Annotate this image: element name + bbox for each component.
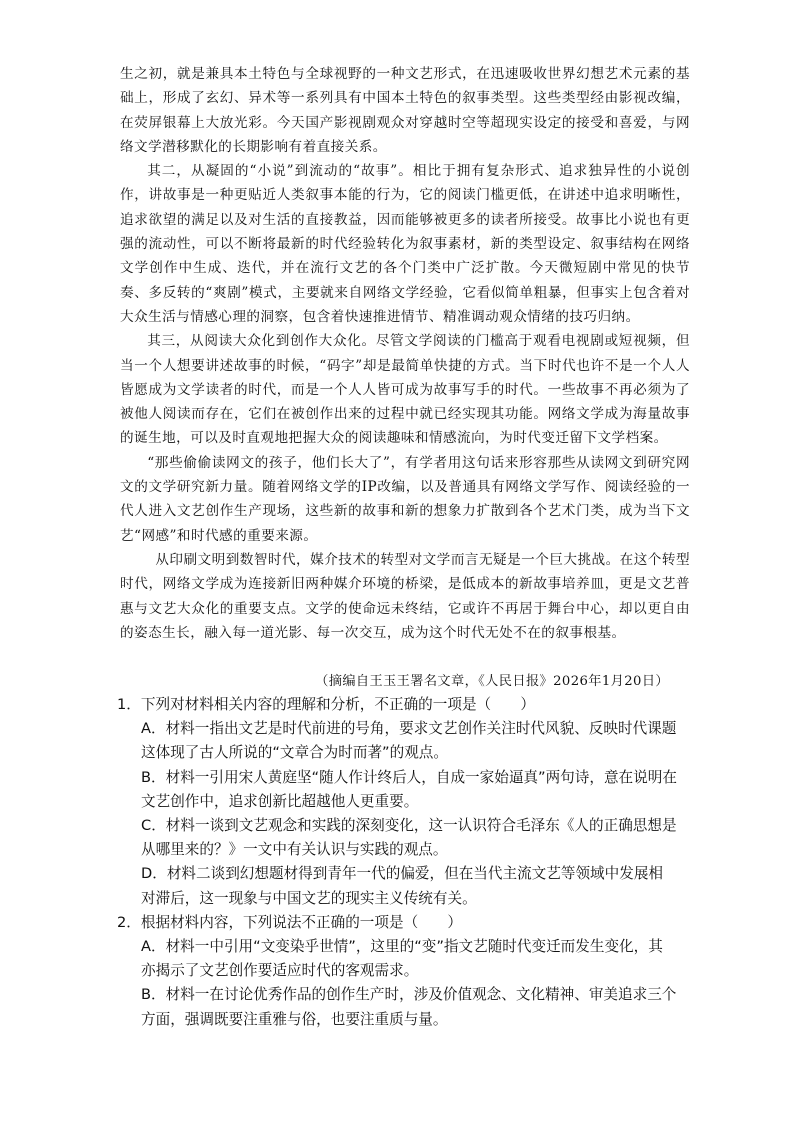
questions — [117, 693, 677, 1032]
passage-paragraph-5: 从印刷文明到数智时代，媒介技术的转型对文学而言无疑是一个巨大挑战。在这个转型时代，网络文学成为连接新旧两种媒介环境的桥梁，是低成本的新故事培养皿，更是文艺普惠与文艺大众化的重要支点。文学的使命远未终结，它或许不再居于舞台中心，却以更自由的姿态生长，融入每一道光影、每一次交互，成为这个时代无处不在的叙事根基。 — [120, 551, 690, 641]
passage-paragraph-2: 其二，从凝固的“小说”到流动的“故事”。相比于拥有复杂形式、追求独异性的小说创作，讲故事是一种更贴近人类叙事本能的行为，它的阅读门槛更低，在讲述中追求明晰性，追求欲望的满足以及对生活的直接教益，因而能够被更多的读者所接受。故事比小说也有更强的流动性，可以不断将最新的时代经验转化为叙事素材，新的类型设定、叙事结构在网络文学创作中生成、迭代，并在流行文艺的各个门类中广泛扩散。今天微短剧中常见的快节奏、多反转的“爽剧”模式，主要就来自网络文学经验，它看似简单粗暴，但事实上包含着对大众生活与情感心理的洞察，包含着快速推进情节、精准调动观众情绪的技巧归纳。 — [120, 163, 690, 325]
question-2-option-a: A．材料一中引用“文变染乎世情”，这里的“变”指文艺随时代变迁而发生变化，其亦揭示了文艺创作要适应时代的客观需求。 — [141, 938, 663, 980]
question-2-stem: 2．根据材料内容，下列说法不正确的一项是（ ） — [117, 913, 462, 931]
question-2 — [117, 911, 677, 1032]
question-1-option-a: A．材料一指出文艺是时代前进的号角，要求文艺创作关注时代风貌、反映时代课题这体现了古人所说的“文章合为时而著”的观点。 — [141, 720, 677, 762]
question-1 — [117, 693, 677, 911]
question-1-option-d: D．材料二谈到幻想题材得到青年一代的偏爱，但在当代主流文艺等领域中发展相对滞后，这一现象与中国文艺的现实主义传统有关。 — [141, 865, 664, 907]
passage-paragraph-3: 其三，从阅读大众化到创作大众化。尽管文学阅读的门槛高于观看电视剧或短视频，但当一个人想要讲述故事的时候，“码字”却是最简单快捷的方式。当下时代也许不是一个人人皆愿成为文学读者的时代，而是一个人人皆可成为故事写手的时代。一些故事不再必须为了被他人阅读而存在，它们在被创作出来的过程中就已经实现其功能。网络文学成为海量故事的诞生地，可以及时直观地把握大众的阅读趣味和情感流向，为时代变迁留下文学档案。 — [120, 333, 690, 447]
question-2-option-b: B．材料一在讨论优秀作品的创作生产时，涉及价值观念、文化精神、审美追求三个方面，强调既要注重雅与俗，也要注重质与量。 — [141, 986, 677, 1028]
passage-paragraph-1: 生之初，就是兼具本土特色与全球视野的一种文艺形式，在迅速吸收世界幻想艺术元素的基础上，形成了玄幻、异术等一系列具有中国本土特色的叙事类型。这些类型经由影视改编，在荧屏银幕上大放光彩。今天国产影视剧观众对穿越时空等超现实设定的接受和喜爱，与网络文学潜移默化的长期影响有着直接关系。 — [120, 66, 690, 155]
passage — [120, 62, 690, 645]
passage-paragraph-4: “那些偷偷读网文的孩子，他们长大了”，有学者用这句话来形容那些从读网文到研究网文的文学研究新力量。随着网络文学的IP改编，以及普通具有网络文学写作、阅读经验的一代人进入文艺创作生产现场，这些新的故事和新的想象力扩散到各个艺术门类，成为当下文艺“网感”和时代感的重要来源。 — [120, 454, 690, 544]
question-1-stem: 1．下列对材料相关内容的理解和分析，不正确的一项是（ ） — [117, 696, 535, 713]
question-1-option-c: C．材料一谈到文艺观念和实践的深刻变化，这一认识符合毛泽东《人的正确思想是从哪里来的？》一文中有关认识与实践的观点。 — [141, 817, 677, 859]
passage-source: （摘编自王玉王署名文章，《人民日报》2026年1月20日） — [315, 674, 669, 689]
question-1-option-b: B．材料一引用宋人黄庭坚“随人作计终后人，自成一家始逼真”两句诗，意在说明在文艺创作中，追求创新比超越他人更重要。 — [141, 768, 677, 810]
